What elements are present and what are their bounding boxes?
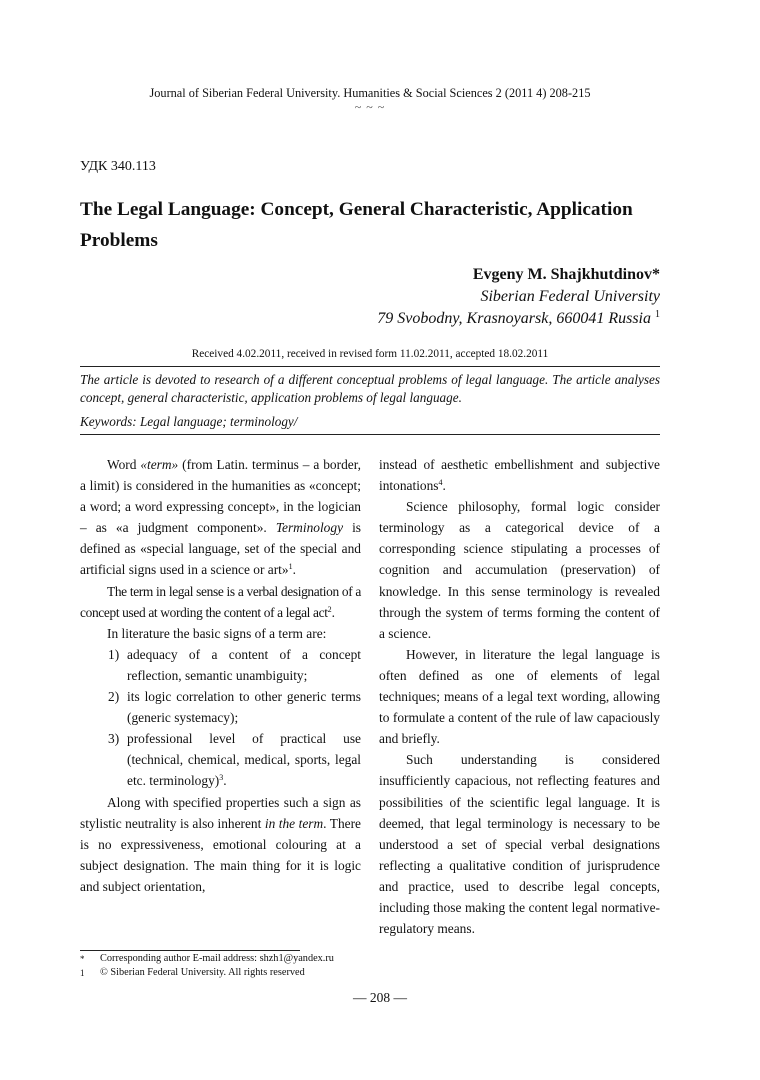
- author-name: Evgeny M. Shajkhutdinov*: [472, 266, 660, 283]
- text-run: The term in legal sense is a verbal designation of a concept used at wording the content of a legal act: [80, 583, 361, 620]
- author-address-mark: 1: [655, 309, 660, 320]
- abstract: The article is devoted to research of a different conceptual problems of legal language. The article analyses concept, general characteristic, application problems of legal language.: [80, 372, 660, 405]
- list-item: [80, 644, 361, 686]
- list-item: [80, 728, 361, 791]
- text-run: .: [292, 562, 296, 578]
- footnote-mark: 1: [80, 968, 85, 978]
- right-column: [379, 454, 660, 939]
- footnote-text: © Siberian Federal University. All rights reserved: [100, 967, 305, 978]
- footnote-ref: 2: [327, 604, 332, 614]
- page-number: — 208 —: [353, 990, 407, 1005]
- text-run: Word: [107, 457, 141, 472]
- text-run: instead of aesthetic embellishment and subjective intonations: [379, 457, 660, 494]
- paragraph: [379, 454, 660, 496]
- footnote-ref: 4: [438, 478, 443, 488]
- term-emphasis: in the term: [264, 815, 324, 831]
- keywords: Keywords: Legal language; terminology/: [80, 414, 298, 429]
- paragraph: Science philosophy, formal logic consider terminology as a categorical device of a corresponding science stipulating a processes of cognition and accumulation (preservation) of knowledge. In this sense terminology is revealed through the system of terms forming the content of a science.: [379, 499, 660, 641]
- footnote: [80, 952, 480, 966]
- list-item-text: its logic correlation to other generic terms (generic systemacy);: [127, 689, 361, 726]
- paragraph: Such understanding is considered insufficiently capacious, not reflecting features and possibilities of the scientific legal language. It is deemed, that legal terminology is necessary to be understood a set of special verbal designations reflecting a qualitative condition of jurisprudence and practice, used to describe legal concepts, including those making the content legal normative-regulatory means.: [379, 752, 660, 937]
- text-run: .: [442, 478, 446, 494]
- list-item-text: adequacy of a content of a concept reflection, semantic unambiguity;: [127, 646, 361, 683]
- author-address: [240, 308, 660, 330]
- footnote: [80, 966, 480, 980]
- paragraph: [80, 792, 361, 897]
- list-number: 2): [108, 689, 120, 705]
- paragraph: In literature the basic signs of a term are:: [107, 625, 327, 641]
- footnotes: [80, 952, 480, 980]
- paragraph: [80, 454, 361, 581]
- author-address-text: 79 Svobodny, Krasnoyarsk, 660041 Russia: [377, 310, 651, 327]
- text-run: professional level of practical use (technical, chemical, medical, sports, legal etc. terminology): [127, 731, 361, 789]
- footnote-ref: 1: [288, 562, 293, 572]
- header-ornament: ~ ~ ~: [354, 100, 386, 114]
- text-run: .: [331, 604, 335, 620]
- article-title: The Legal Language: Concept, General Characteristic, Application Problems: [80, 199, 633, 251]
- text-run: .: [223, 773, 227, 789]
- author-block: [240, 264, 660, 330]
- text-run: (from Latin. terminus – a border, a limit) is considered in the humanities as «concept; a word; a word expressing concept», in the logician – as «a judgment component».: [80, 457, 361, 536]
- author-affiliation: Siberian Federal University: [480, 288, 660, 305]
- term-emphasis: «term»: [140, 457, 179, 472]
- text-run: is defined as «special language, set of the special and artificial signs used in a science or art»: [80, 520, 362, 578]
- footnote-rule: [80, 950, 300, 951]
- list-number: 1): [108, 646, 120, 662]
- text-run: . There is no expressiveness, emotional colouring at a subject designation. The main thing for it is logic and subject orientation,: [80, 815, 361, 894]
- paragraph: [80, 581, 361, 623]
- udk-code: УДК 340.113: [80, 159, 156, 174]
- footnote-ref: 3: [219, 773, 224, 783]
- list-item: [80, 686, 361, 728]
- left-column: [80, 454, 361, 897]
- journal-header: Journal of Siberian Federal University. Humanities & Social Sciences 2 (2011 4) 208-215: [149, 86, 591, 100]
- term-signs-list: [80, 644, 361, 792]
- list-number: 3): [108, 731, 120, 747]
- abstract-top-rule: [80, 366, 660, 367]
- footnote-text: Corresponding author E-mail address: shzh1@yandex.ru: [100, 953, 334, 964]
- terminology-emphasis: Terminology: [275, 520, 344, 536]
- paragraph: However, in literature the legal language is often defined as one of elements of legal techniques; means of a legal text wording, allowing to formulate a content of the rule of law capaciously and briefly.: [379, 646, 660, 747]
- footnote-mark: *: [80, 954, 85, 964]
- list-item-text: [127, 728, 361, 791]
- text-run: Along with specified properties such a sign as stylistic neutrality is also inherent: [80, 794, 361, 831]
- abstract-bottom-rule: [80, 434, 660, 435]
- received-dates: Received 4.02.2011, received in revised form 11.02.2011, accepted 18.02.2011: [191, 348, 549, 360]
